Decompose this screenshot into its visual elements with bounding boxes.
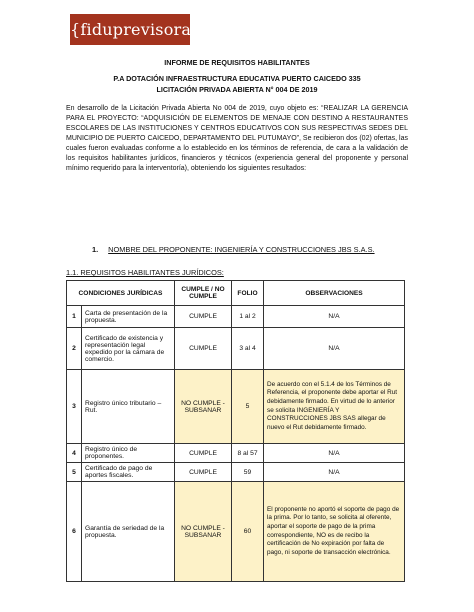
row-observation: N/A	[264, 328, 405, 370]
row-folio: 3 al 4	[232, 328, 264, 370]
row-number: 5	[67, 463, 82, 482]
row-folio: 5	[232, 370, 264, 444]
row-condition: Certificado de pago de aportes fiscales.	[82, 463, 175, 482]
row-observation: N/A	[264, 463, 405, 482]
row-observation: El proponente no aportó el soporte de pago de la prima. Por lo tanto, se solicita al oferente, aportar el soporte de pago de la prima correspondiente, NO es de recibo la certificación de No expiración por falta de pago, ni soporte de transacción electrónica.	[264, 482, 405, 582]
report-title: INFORME DE REQUISITOS HABILITANTES	[164, 58, 310, 67]
row-compliance: CUMPLE	[175, 328, 232, 370]
row-folio: 59	[232, 463, 264, 482]
section-1-heading	[92, 245, 375, 254]
row-condition: Garantía de seriedad de la propuesta.	[82, 482, 175, 582]
header-observations: OBSERVACIONES	[264, 281, 405, 306]
table-row	[67, 328, 405, 370]
row-condition: Certificado de existencia y representación legal expedido por la cámara de comercio.	[82, 328, 175, 370]
row-number: 1	[67, 306, 82, 328]
row-condition: Registro único tributario – Rut.	[82, 370, 175, 444]
tender-title: LICITACIÓN PRIVADA ABIERTA N° 004 DE 2019	[156, 85, 318, 94]
header-folio: FOLIO	[232, 281, 264, 306]
row-observation: De acuerdo con el 5.1.4 de los Términos de Referencia, el proponente debe aportar el Rut debidamente firmado. En virtud de lo anterior se solicita INGENIERÍA Y CONSTRUCCIONES JBS SAS allegar de nuevo el Rut debidamente firmado.	[264, 370, 405, 444]
project-title: P.A DOTACIÓN INFRAESTRUCTURA EDUCATIVA PUERTO CAICEDO 335	[113, 74, 361, 83]
row-number: 3	[67, 370, 82, 444]
intro-paragraph: En desarrollo de la Licitación Privada Abierta No 004 de 2019, cuyo objeto es: “REALIZAR LA GERENCIA PARA EL PROYECTO: “ADQUISICIÓN DE ELEMENTOS DE MENAJE CON DESTINO A RESTAURANTES ESCOLARES DE LAS INSTITUCIONES Y CENTROS EDUCATIVOS CON SUS RESPECTIVAS SEDES DEL MUNICIPIO DE PUERTO CAICEDO, DEPARTAMENTO DEL PUTUMAYO”, Se recibieron dos (02) ofertas, las cuales fueron evaluadas conforme a lo establecido en los términos de referencia, de cara a la validación de los requisitos habilitantes jurídicos, financieros y técnicos (experiencia general del proponente y personal mínimo requerido para la interventoría), obteniendo los siguientes resultados:	[66, 105, 408, 172]
legal-requirements-table	[66, 280, 405, 582]
section-1-text: NOMBRE DEL PROPONENTE: INGENIERÍA Y CONSTRUCCIONES JBS S.A.S.	[108, 245, 375, 254]
table-row	[67, 306, 405, 328]
section-1-number: 1.	[92, 245, 99, 254]
table-row	[67, 444, 405, 463]
row-compliance: NO CUMPLE - SUBSANAR	[175, 370, 232, 444]
row-observation: N/A	[264, 306, 405, 328]
table-row	[67, 482, 405, 582]
row-compliance: CUMPLE	[175, 444, 232, 463]
row-condition: Carta de presentación de la propuesta.	[82, 306, 175, 328]
table-header-row	[67, 281, 405, 306]
row-observation: N/A	[264, 444, 405, 463]
row-compliance: CUMPLE	[175, 463, 232, 482]
row-number: 2	[67, 328, 82, 370]
row-compliance: CUMPLE	[175, 306, 232, 328]
row-number: 6	[67, 482, 82, 582]
table-row	[67, 370, 405, 444]
row-compliance: NO CUMPLE - SUBSANAR	[175, 482, 232, 582]
row-folio: 1 al 2	[232, 306, 264, 328]
table-row	[67, 463, 405, 482]
header-compliance: CUMPLE / NO CUMPLE	[175, 281, 232, 306]
row-folio: 60	[232, 482, 264, 582]
row-condition: Registro único de proponentes.	[82, 444, 175, 463]
row-folio: 8 al 57	[232, 444, 264, 463]
fiduprevisora-logo: {fiduprevisora}	[70, 14, 190, 45]
section-1-1-heading: 1.1. REQUISITOS HABILITANTES JURÍDICOS:	[66, 268, 224, 277]
header-conditions: CONDICIONES JURÍDICAS	[67, 281, 175, 306]
row-number: 4	[67, 444, 82, 463]
